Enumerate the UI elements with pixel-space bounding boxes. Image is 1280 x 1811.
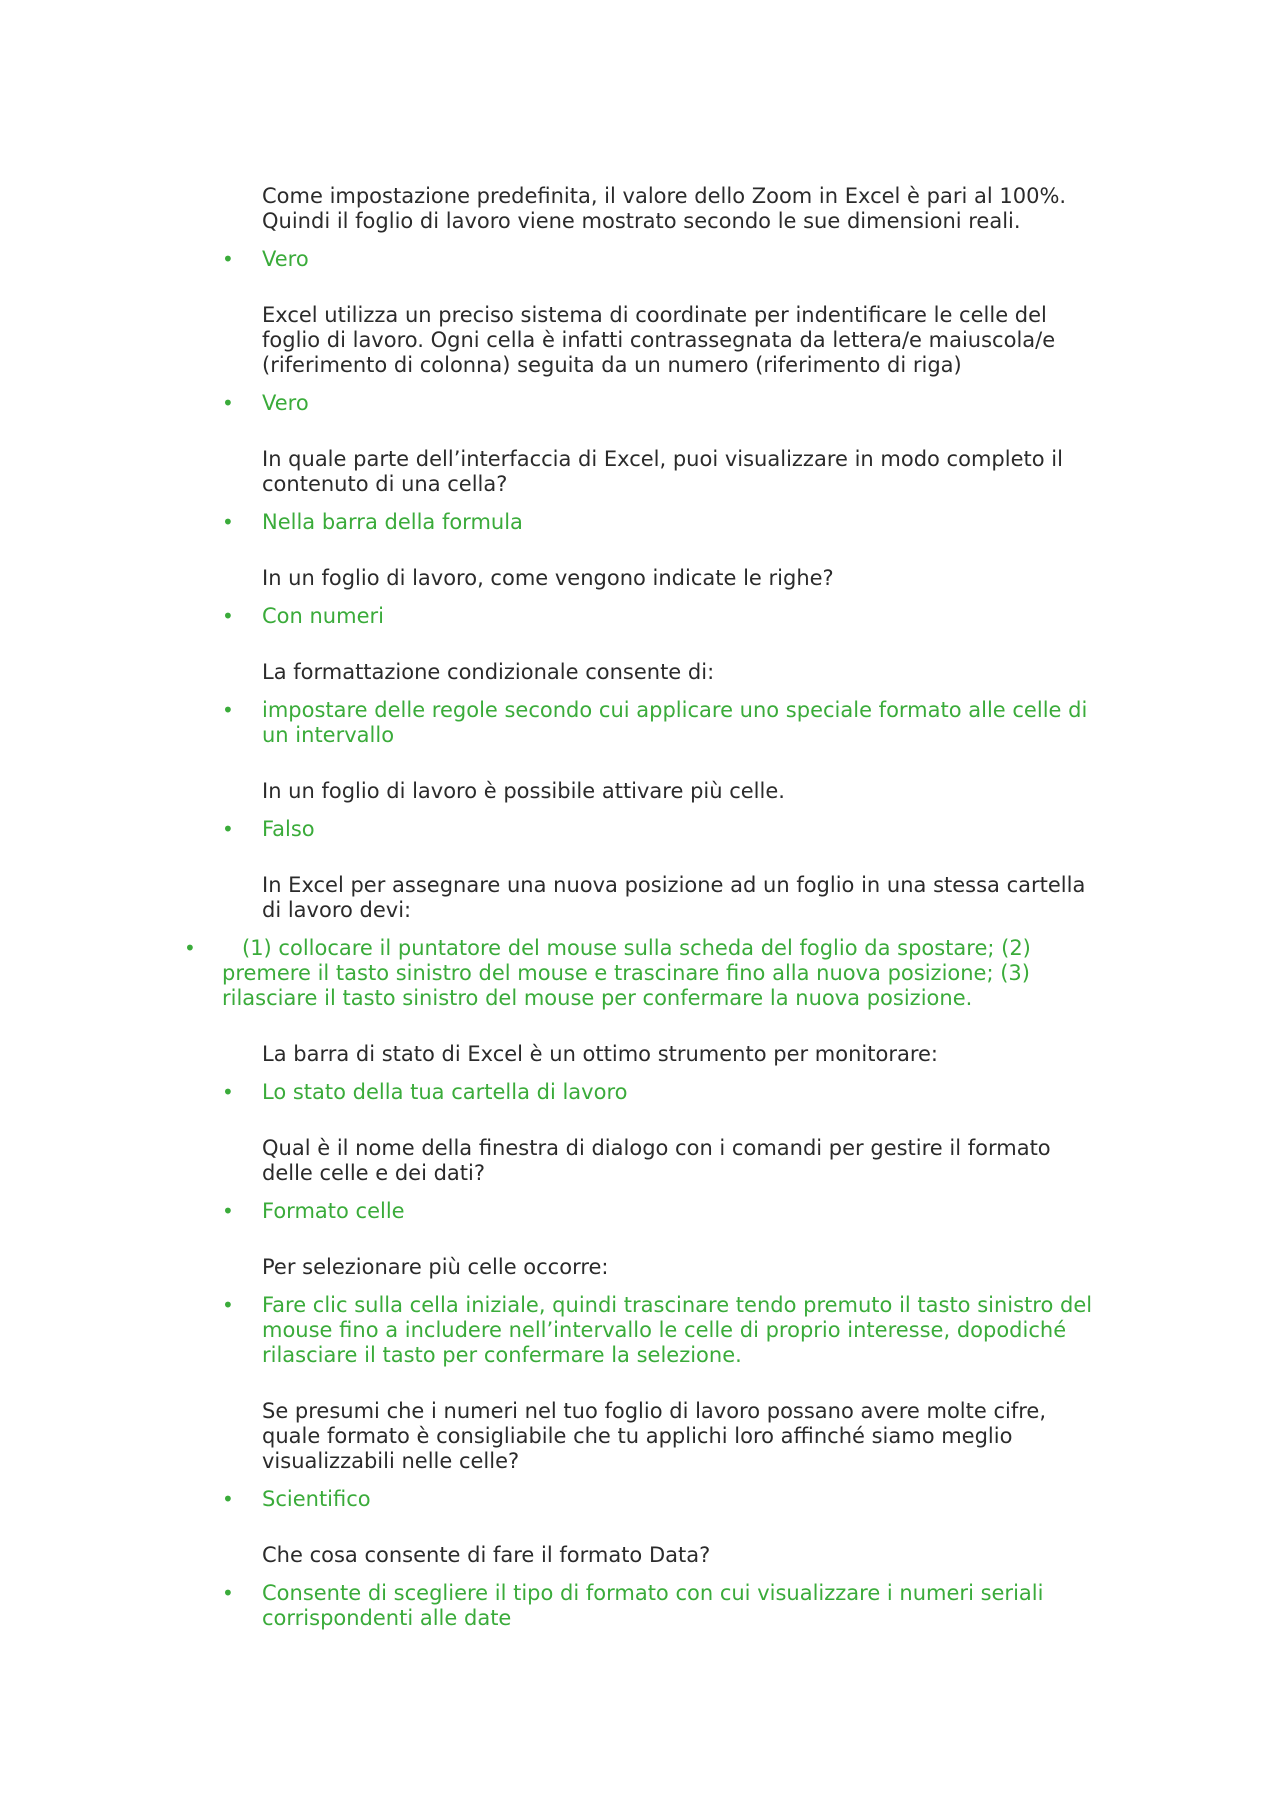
answer-row — [222, 1080, 1102, 1105]
bullet-icon: • — [222, 510, 234, 534]
question-text: In Excel per assegnare una nuova posizione ad un foglio in una stessa cartella di lavoro devi: — [262, 873, 1086, 922]
bullet-icon: • — [184, 936, 196, 960]
answer-row — [222, 604, 1102, 629]
question-text: Che cosa consente di fare il formato Data? — [262, 1543, 711, 1567]
bullet-icon: • — [222, 1293, 234, 1317]
answer-row — [222, 1199, 1102, 1224]
qa-item — [222, 303, 1102, 416]
qa-item — [184, 873, 1102, 1011]
question-text: In un foglio di lavoro, come vengono indicate le righe? — [262, 566, 834, 590]
bullet-icon: • — [222, 1487, 234, 1511]
bullet-icon: • — [222, 1581, 234, 1605]
answer-text: Vero — [262, 247, 309, 271]
qa-item — [222, 1255, 1102, 1368]
question-text: In un foglio di lavoro è possibile attivare più celle. — [262, 779, 785, 803]
qa-item — [222, 1399, 1102, 1512]
bullet-icon: • — [222, 698, 234, 722]
answer-text: Nella barra della formula — [262, 510, 523, 534]
qa-list — [184, 184, 1102, 1662]
answer-row — [222, 247, 1102, 272]
answer-text: Falso — [262, 817, 315, 841]
bullet-icon: • — [222, 604, 234, 628]
bullet-icon: • — [222, 391, 234, 415]
qa-item — [222, 1042, 1102, 1105]
answer-row — [222, 510, 1102, 535]
qa-item — [222, 779, 1102, 842]
answer-row — [222, 1581, 1102, 1631]
question-text: La formattazione condizionale consente di: — [262, 660, 715, 684]
question-text: Excel utilizza un preciso sistema di coordinate per indentificare le celle del foglio di lavoro. Ogni cella è infatti contrassegnata da lettera/e maiuscola/e (riferimento di colonna) seguita da un numero (riferimento di riga) — [262, 303, 1056, 377]
question-text: Qual è il nome della finestra di dialogo con i comandi per gestire il formato delle celle e dei dati? — [262, 1136, 1051, 1185]
answer-text: Vero — [262, 391, 309, 415]
question-text: In quale parte dell’interfaccia di Excel, puoi visualizzare in modo completo il contenuto di una cella? — [262, 447, 1063, 496]
answer-text: Scientifico — [262, 1487, 371, 1511]
answer-text: impostare delle regole secondo cui applicare uno speciale formato alle celle di un intervallo — [262, 698, 1088, 747]
answer-text: Con numeri — [262, 604, 384, 628]
question-text: Se presumi che i numeri nel tuo foglio di lavoro possano avere molte cifre, quale formato è consigliabile che tu applichi loro affinché siamo meglio visualizzabili nelle celle? — [262, 1399, 1047, 1473]
answer-text: (1) collocare il puntatore del mouse sulla scheda del foglio da spostare; (2) premere il tasto sinistro del mouse e trascinare fino alla nuova posizione; (3) rilasciare il tasto sinistro del mouse per confermare la nuova posizione. — [222, 936, 1031, 1010]
answer-row — [222, 1293, 1102, 1368]
qa-item — [222, 660, 1102, 748]
answer-row — [184, 936, 1102, 1011]
qa-item — [222, 566, 1102, 629]
answer-row — [222, 698, 1102, 748]
bullet-icon: • — [222, 1199, 234, 1223]
qa-item — [222, 1543, 1102, 1631]
question-text: La barra di stato di Excel è un ottimo strumento per monitorare: — [262, 1042, 939, 1066]
qa-item — [222, 184, 1102, 272]
answer-row — [222, 1487, 1102, 1512]
bullet-icon: • — [222, 247, 234, 271]
bullet-icon: • — [222, 817, 234, 841]
answer-row — [222, 817, 1102, 842]
answer-text: Consente di scegliere il tipo di formato con cui visualizzare i numeri seriali corrispondenti alle date — [262, 1581, 1044, 1630]
answer-text: Lo stato della tua cartella di lavoro — [262, 1080, 628, 1104]
bullet-icon: • — [222, 1080, 234, 1104]
qa-item — [222, 447, 1102, 535]
qa-item — [222, 1136, 1102, 1224]
question-text: Per selezionare più celle occorre: — [262, 1255, 609, 1279]
answer-text: Fare clic sulla cella iniziale, quindi trascinare tendo premuto il tasto sinistro del mouse fino a includere nell’intervallo le celle di proprio interesse, dopodiché rilasciare il tasto per confermare la selezione. — [262, 1293, 1093, 1367]
question-text: Come impostazione predefinita, il valore dello Zoom in Excel è pari al 100%. Quindi il foglio di lavoro viene mostrato secondo le sue dimensioni reali. — [262, 184, 1067, 233]
answer-text: Formato celle — [262, 1199, 405, 1223]
answer-row — [222, 391, 1102, 416]
